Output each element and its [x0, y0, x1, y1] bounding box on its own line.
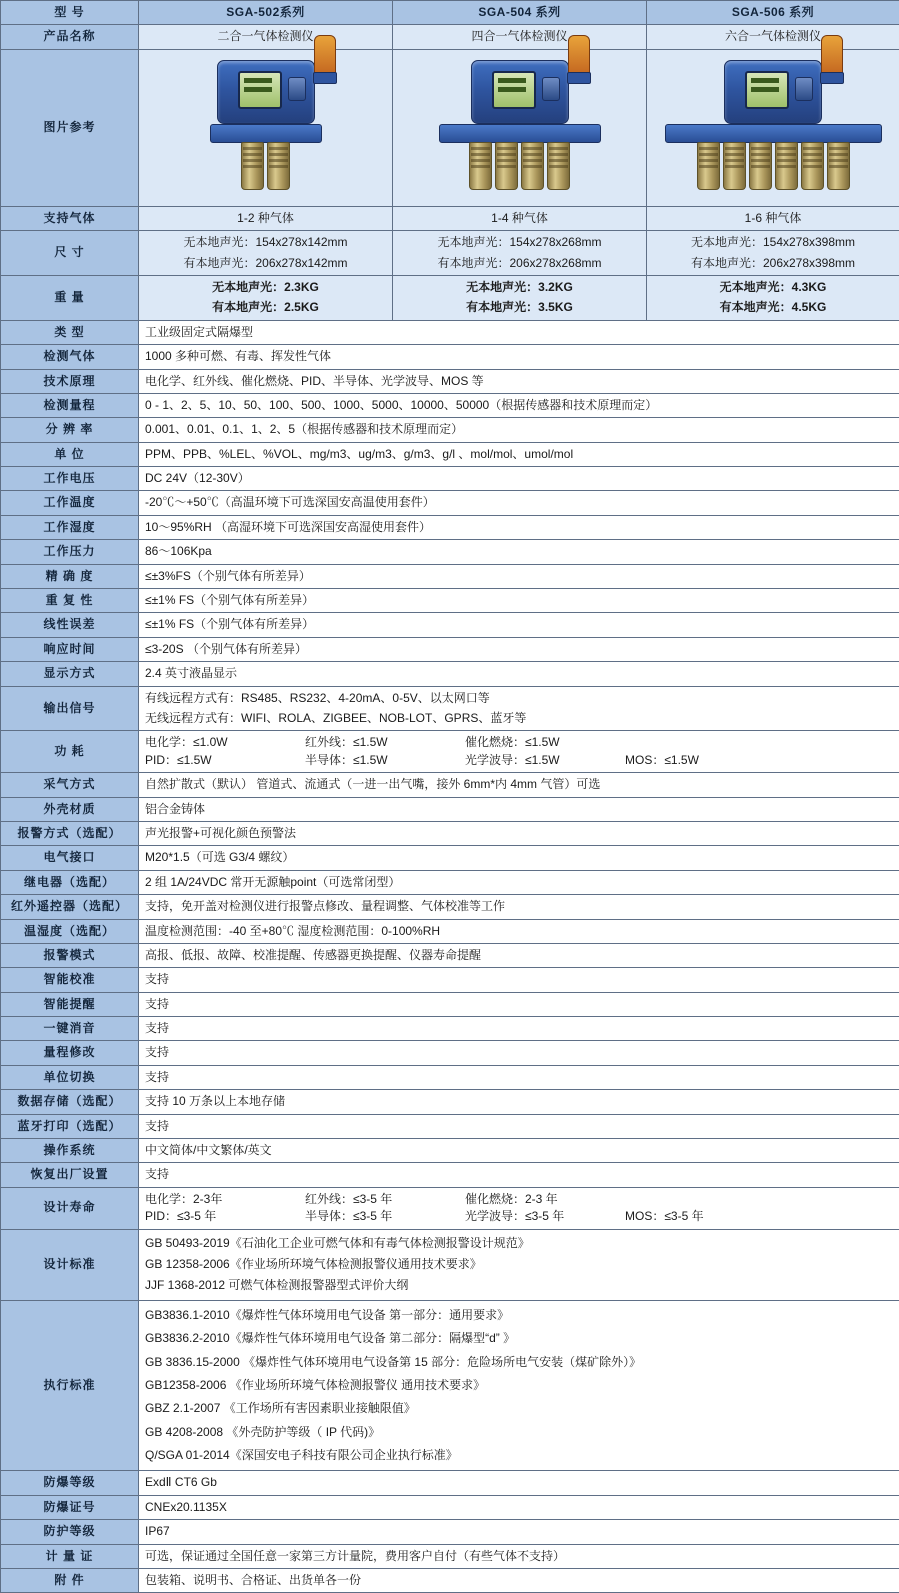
row-label-factory-reset: 恢复出厂设置 [1, 1163, 139, 1187]
weight-cell-1 [139, 275, 393, 320]
life-electrochemical: 电化学：2-3年 [145, 1191, 305, 1208]
row-label-product-name: 产品名称 [1, 25, 139, 49]
weight-no-alarm-1: 无本地声光：2.3KG [145, 279, 386, 296]
design-life-row-1 [145, 1191, 893, 1208]
model-cell-1: SGA-502系列 [139, 1, 393, 25]
row-label-operating-system: 操作系统 [1, 1139, 139, 1163]
table-row-unit-switch [1, 1065, 899, 1089]
table-row-display [1, 662, 899, 686]
life-mos: MOS：≤3-5 年 [625, 1208, 785, 1225]
row-label-work-humidity: 工作湿度 [1, 515, 139, 539]
row-label-work-temp: 工作温度 [1, 491, 139, 515]
row-label-power-consumption: 功 耗 [1, 731, 139, 773]
table-row-size [1, 231, 899, 276]
product-image-cell-1 [139, 49, 393, 206]
gas-detector-illustration-4in1 [439, 60, 601, 195]
row-value-accessories: 包装箱、说明书、合格证、出货单各一份 [139, 1569, 899, 1593]
table-row-power-consumption [1, 731, 899, 773]
size-cell-1 [139, 231, 393, 276]
row-label-ip-rating: 防护等级 [1, 1520, 139, 1544]
row-label-smart-calibration: 智能校准 [1, 968, 139, 992]
weight-with-alarm-1: 有本地声光：2.5KG [145, 299, 386, 316]
table-row-weight [1, 275, 899, 320]
row-label-image-reference: 图片参考 [1, 49, 139, 206]
row-value-detect-gas: 1000 多种可燃、有毒、挥发性气体 [139, 345, 899, 369]
row-label-linearity: 线性误差 [1, 613, 139, 637]
table-row-metrology-certificate [1, 1544, 899, 1568]
table-row-smart-reminder [1, 992, 899, 1016]
product-name-cell-3: 六合一气体检测仪 [647, 25, 899, 49]
size-no-alarm-1: 无本地声光：154x278x142mm [145, 234, 386, 251]
row-label-accessories: 附 件 [1, 1569, 139, 1593]
row-label-design-life: 设计寿命 [1, 1187, 139, 1229]
row-value-voltage: DC 24V（12-30V） [139, 467, 899, 491]
power-catalytic: 催化燃烧：≤1.5W [465, 734, 625, 751]
exec-standard-item-5: GBZ 2.1-2007 《工作场所有害因素职业接触限值》 [145, 1397, 893, 1420]
row-label-exec-standard: 执行标准 [1, 1300, 139, 1471]
table-row-electrical-interface [1, 846, 899, 870]
table-row-data-storage [1, 1090, 899, 1114]
row-label-housing-material: 外壳材质 [1, 797, 139, 821]
row-label-bluetooth-print: 蓝牙打印（选配） [1, 1114, 139, 1138]
row-value-work-humidity: 10～95%RH （高湿环境下可选深国安高湿使用套件） [139, 515, 899, 539]
row-value-exec-standard [139, 1300, 899, 1471]
row-value-smart-reminder: 支持 [139, 992, 899, 1016]
table-row-relay [1, 870, 899, 894]
row-value-ir-remote: 支持，免开盖对检测仪进行报警点修改、量程调整、气体校准等工作 [139, 895, 899, 919]
table-row-factory-reset [1, 1163, 899, 1187]
table-row-repeatability [1, 589, 899, 613]
row-value-one-key-mute: 支持 [139, 1017, 899, 1041]
table-row-ip-rating [1, 1520, 899, 1544]
life-semiconductor: 半导体：≤3-5 年 [305, 1208, 465, 1225]
row-value-relay: 2 组 1A/24VDC 常开无源触point（可选常闭型） [139, 870, 899, 894]
row-value-repeatability: ≤±1% FS（个别气体有所差异） [139, 589, 899, 613]
row-label-relay: 继电器（选配） [1, 870, 139, 894]
power-row-1 [145, 734, 893, 751]
table-row-bluetooth-print [1, 1114, 899, 1138]
power-row-2 [145, 752, 893, 769]
table-row-output-signal [1, 686, 899, 731]
model-cell-3: SGA-506 系列 [647, 1, 899, 25]
product-image-cell-2 [393, 49, 647, 206]
row-value-type: 工业级固定式隔爆型 [139, 320, 899, 344]
row-value-electrical-interface: M20*1.5（可选 G3/4 螺纹） [139, 846, 899, 870]
row-value-metrology-certificate: 可选，保证通过全国任意一家第三方计量院，费用客户自付（有些气体不支持） [139, 1544, 899, 1568]
row-value-ex-rating: ExdⅡ CT6 Gb [139, 1471, 899, 1495]
table-row-response-time [1, 637, 899, 661]
row-label-electrical-interface: 电气接口 [1, 846, 139, 870]
row-value-resolution: 0.001、0.01、0.1、1、2、5（根据传感器和技术原理而定） [139, 418, 899, 442]
support-gas-cell-2: 1-4 种气体 [393, 206, 647, 230]
table-row-range-modify [1, 1041, 899, 1065]
row-value-design-standard [139, 1229, 899, 1300]
design-standard-item-1: GB 50493-2019《石油化工企业可燃气体和有毒气体检测报警设计规范》 [145, 1233, 893, 1254]
table-row-work-temp [1, 491, 899, 515]
table-row-housing-material [1, 797, 899, 821]
table-row-range [1, 393, 899, 417]
row-label-ir-remote: 红外遥控器（选配） [1, 895, 139, 919]
table-row-sampling [1, 773, 899, 797]
row-label-voltage: 工作电压 [1, 467, 139, 491]
exec-standard-item-7: Q/SGA 01-2014《深国安电子科技有限公司企业执行标准》 [145, 1444, 893, 1467]
table-row-ir-remote [1, 895, 899, 919]
size-with-alarm-2: 有本地声光：206x278x268mm [399, 255, 640, 272]
weight-with-alarm-2: 有本地声光：3.5KG [399, 299, 640, 316]
exec-standard-item-6: GB 4208-2008 《外壳防护等级（ IP 代码)》 [145, 1421, 893, 1444]
table-row-type [1, 320, 899, 344]
row-value-power-consumption [139, 731, 899, 773]
table-row-unit [1, 442, 899, 466]
table-row-design-life [1, 1187, 899, 1229]
row-value-factory-reset: 支持 [139, 1163, 899, 1187]
table-row-accuracy [1, 564, 899, 588]
row-value-range: 0 - 1、2、5、10、50、100、500、1000、5000、10000、50000（根据传感器和技术原理而定） [139, 393, 899, 417]
exec-standard-item-4: GB12358-2006 《作业场所环境气体检测报警仪 通用技术要求》 [145, 1374, 893, 1397]
row-label-ex-rating: 防爆等级 [1, 1471, 139, 1495]
row-label-data-storage: 数据存储（选配） [1, 1090, 139, 1114]
weight-no-alarm-2: 无本地声光：3.2KG [399, 279, 640, 296]
support-gas-cell-3: 1-6 种气体 [647, 206, 899, 230]
row-label-repeatability: 重 复 性 [1, 589, 139, 613]
row-label-output-signal: 输出信号 [1, 686, 139, 731]
weight-with-alarm-3: 有本地声光：4.5KG [653, 299, 893, 316]
row-label-resolution: 分 辨 率 [1, 418, 139, 442]
exec-standard-item-1: GB3836.1-2010《爆炸性气体环境用电气设备 第一部分：通用要求》 [145, 1304, 893, 1327]
row-label-unit: 单 位 [1, 442, 139, 466]
row-value-unit-switch: 支持 [139, 1065, 899, 1089]
row-value-ex-certificate: CNEx20.1135X [139, 1495, 899, 1519]
row-label-metrology-certificate: 计 量 证 [1, 1544, 139, 1568]
row-label-range: 检测量程 [1, 393, 139, 417]
table-row-voltage [1, 467, 899, 491]
row-value-ip-rating: IP67 [139, 1520, 899, 1544]
row-label-display: 显示方式 [1, 662, 139, 686]
table-row-alarm-mode [1, 943, 899, 967]
row-value-range-modify: 支持 [139, 1041, 899, 1065]
support-gas-cell-1: 1-2 种气体 [139, 206, 393, 230]
size-no-alarm-2: 无本地声光：154x278x268mm [399, 234, 640, 251]
row-value-housing-material: 铝合金铸体 [139, 797, 899, 821]
size-with-alarm-1: 有本地声光：206x278x142mm [145, 255, 386, 272]
table-row-operating-system [1, 1139, 899, 1163]
table-row-work-pressure [1, 540, 899, 564]
table-row-resolution [1, 418, 899, 442]
power-optical-waveguide: 光学波导：≤1.5W [465, 752, 625, 769]
row-label-temp-humidity: 温湿度（选配） [1, 919, 139, 943]
table-row-linearity [1, 613, 899, 637]
size-with-alarm-3: 有本地声光：206x278x398mm [653, 255, 893, 272]
product-name-cell-1: 二合一气体检测仪 [139, 25, 393, 49]
row-label-one-key-mute: 一键消音 [1, 1017, 139, 1041]
table-row-product-name [1, 25, 899, 49]
row-label-size: 尺 寸 [1, 231, 139, 276]
size-cell-2 [393, 231, 647, 276]
row-label-sampling: 采气方式 [1, 773, 139, 797]
row-value-work-pressure: 86～106Kpa [139, 540, 899, 564]
table-row-image-reference [1, 49, 899, 206]
table-row-work-humidity [1, 515, 899, 539]
table-row-ex-certificate [1, 1495, 899, 1519]
gas-detector-illustration-6in1 [665, 60, 882, 195]
weight-cell-2 [393, 275, 647, 320]
design-standard-item-3: JJF 1368-2012 可燃气体检测报警器型式评价大纲 [145, 1275, 893, 1296]
table-row-smart-calibration [1, 968, 899, 992]
row-value-accuracy: ≤±3%FS（个别气体有所差异） [139, 564, 899, 588]
gas-detector-illustration-2in1 [210, 60, 322, 195]
product-name-cell-2: 四合一气体检测仪 [393, 25, 647, 49]
power-electrochemical: 电化学：≤1.0W [145, 734, 305, 751]
row-value-alarm-type: 声光报警+可视化颜色预警法 [139, 821, 899, 845]
row-value-alarm-mode: 高报、低报、故障、校准提醒、传感器更换提醒、仪器寿命提醒 [139, 943, 899, 967]
row-label-technology: 技术原理 [1, 369, 139, 393]
model-cell-2: SGA-504 系列 [393, 1, 647, 25]
table-row-temp-humidity [1, 919, 899, 943]
row-label-accuracy: 精 确 度 [1, 564, 139, 588]
row-label-design-standard: 设计标准 [1, 1229, 139, 1300]
exec-standard-item-2: GB3836.2-2010《爆炸性气体环境用电气设备 第二部分：隔爆型“d” 》 [145, 1327, 893, 1350]
row-value-data-storage: 支持 10 万条以上本地存储 [139, 1090, 899, 1114]
row-label-alarm-type: 报警方式（选配） [1, 821, 139, 845]
row-label-weight: 重 量 [1, 275, 139, 320]
table-row-support-gas [1, 206, 899, 230]
row-value-work-temp: -20℃～+50℃（高温环境下可选深国安高温使用套件） [139, 491, 899, 515]
power-semiconductor: 半导体：≤1.5W [305, 752, 465, 769]
table-row-model [1, 1, 899, 25]
row-label-alarm-mode: 报警模式 [1, 943, 139, 967]
row-value-design-life [139, 1187, 899, 1229]
row-value-output-signal [139, 686, 899, 731]
size-no-alarm-3: 无本地声光：154x278x398mm [653, 234, 893, 251]
table-row-detect-gas [1, 345, 899, 369]
row-value-smart-calibration: 支持 [139, 968, 899, 992]
row-value-linearity: ≤±1% FS（个别气体有所差异） [139, 613, 899, 637]
life-pid: PID：≤3-5 年 [145, 1208, 305, 1225]
row-label-ex-certificate: 防爆证号 [1, 1495, 139, 1519]
table-row-technology [1, 369, 899, 393]
row-label-type: 类 型 [1, 320, 139, 344]
row-label-response-time: 响应时间 [1, 637, 139, 661]
row-value-temp-humidity: 温度检测范围：-40 至+80℃ 湿度检测范围：0-100%RH [139, 919, 899, 943]
power-infrared: 红外线：≤1.5W [305, 734, 465, 751]
table-row-design-standard [1, 1229, 899, 1300]
table-row-one-key-mute [1, 1017, 899, 1041]
product-image-cell-3 [647, 49, 899, 206]
row-label-model: 型 号 [1, 1, 139, 25]
row-value-technology: 电化学、红外线、催化燃烧、PID、半导体、光学波导、MOS 等 [139, 369, 899, 393]
row-label-work-pressure: 工作压力 [1, 540, 139, 564]
weight-cell-3 [647, 275, 899, 320]
row-label-support-gas: 支持气体 [1, 206, 139, 230]
weight-no-alarm-3: 无本地声光：4.3KG [653, 279, 893, 296]
size-cell-3 [647, 231, 899, 276]
row-label-range-modify: 量程修改 [1, 1041, 139, 1065]
table-row-alarm-type [1, 821, 899, 845]
table-row-ex-rating [1, 1471, 899, 1495]
power-pid: PID：≤1.5W [145, 752, 305, 769]
row-value-operating-system: 中文简体/中文繁体/英文 [139, 1139, 899, 1163]
life-optical-waveguide: 光学波导：≤3-5 年 [465, 1208, 625, 1225]
row-value-display: 2.4 英寸液晶显示 [139, 662, 899, 686]
output-signal-wired: 有线远程方式有：RS485、RS232、4-20mA、0-5V、以太网口等 [145, 690, 893, 707]
row-value-bluetooth-print: 支持 [139, 1114, 899, 1138]
row-value-sampling: 自然扩散式（默认） 管道式、流通式（一进一出气嘴，接外 6mm*内 4mm 气管）可选 [139, 773, 899, 797]
life-infrared: 红外线：≤3-5 年 [305, 1191, 465, 1208]
design-life-row-2 [145, 1208, 893, 1225]
row-value-unit: PPM、PPB、%LEL、%VOL、mg/m3、ug/m3、g/m3、g/l 、mol/mol、umol/mol [139, 442, 899, 466]
design-standard-item-2: GB 12358-2006《作业场所环境气体检测报警仪通用技术要求》 [145, 1254, 893, 1275]
row-label-detect-gas: 检测气体 [1, 345, 139, 369]
table-row-accessories [1, 1569, 899, 1593]
row-value-response-time: ≤3-20S （个别气体有所差异） [139, 637, 899, 661]
power-mos: MOS：≤1.5W [625, 752, 785, 769]
row-label-unit-switch: 单位切换 [1, 1065, 139, 1089]
row-label-smart-reminder: 智能提醒 [1, 992, 139, 1016]
output-signal-wireless: 无线远程方式有：WIFI、ROLA、ZIGBEE、NOB-LOT、GPRS、蓝牙等 [145, 710, 893, 727]
exec-standard-item-3: GB 3836.15-2000 《爆炸性气体环境用电气设备第 15 部分：危险场所电气安装（煤矿除外）》 [145, 1351, 893, 1374]
table-row-exec-standard [1, 1300, 899, 1471]
life-catalytic: 催化燃烧：2-3 年 [465, 1191, 625, 1208]
